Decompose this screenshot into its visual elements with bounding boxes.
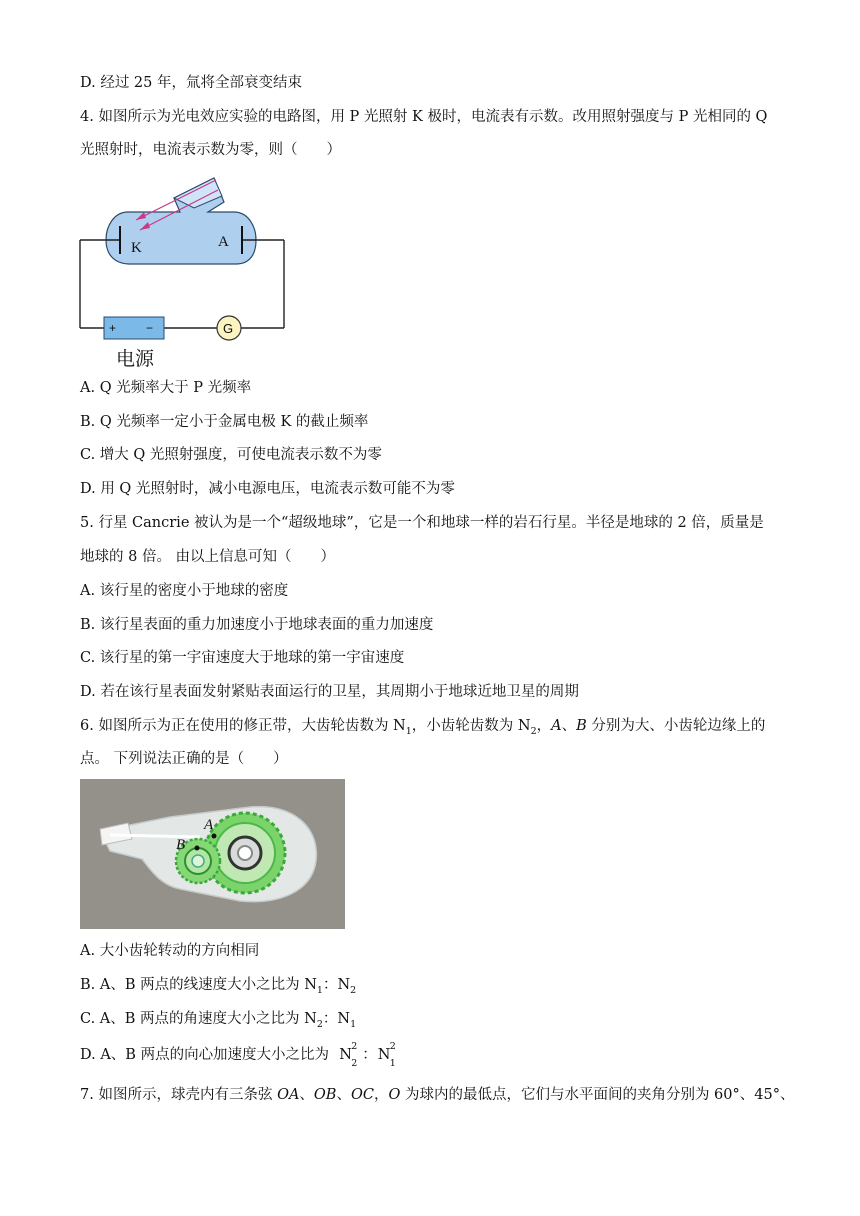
q5-stem-line2: 地球的 8 倍。 由以上信息可知（ ） xyxy=(80,549,336,565)
q4-stem-line2: 光照射时，电流表示数为零，则（ ） xyxy=(80,142,341,158)
n2-squared: N 2 2 xyxy=(339,1041,358,1069)
point-a xyxy=(212,834,217,839)
phototube-body xyxy=(106,178,256,264)
label-g: G xyxy=(223,321,234,336)
q3-option-d: D. 经过 25 年，氚将全部衰变结束 xyxy=(80,75,302,91)
power-source-label: 电源 xyxy=(116,348,155,370)
q5-stem-line1: 5. 行星 Cancrie 被认为是一个“超级地球”，它是一个和地球一样的岩石行星。半径是地球的 2 倍，质量是 xyxy=(80,515,764,531)
photoelectric-circuit-diagram xyxy=(76,168,292,344)
q5-option-a: A. 该行星的密度小于地球的密度 xyxy=(80,583,289,599)
q4-option-c: C. 增大 Q 光照射强度，可使电流表示数不为零 xyxy=(80,447,382,463)
q5-option-d: D. 若在该行星表面发射紧贴表面运行的卫星，其周期小于地球近地卫星的周期 xyxy=(80,684,579,700)
q4-option-b: B. Q 光频率一定小于金属电极 K 的截止频率 xyxy=(80,414,369,430)
q6-option-d: D. A、B 两点的向心加速度大小之比为 N 2 2 ：N 2 1 xyxy=(80,1041,396,1069)
label-a: A xyxy=(218,234,229,250)
photo-label-a: A xyxy=(204,817,214,833)
q4-option-a: A. Q 光频率大于 P 光频率 xyxy=(80,380,252,396)
q6-stem-line2: 点。 下列说法正确的是（ ） xyxy=(80,751,288,767)
q4-option-d: D. 用 Q 光照射时，减小电源电压，电流表示数可能不为零 xyxy=(80,481,455,497)
q5-option-c: C. 该行星的第一宇宙速度大于地球的第一宇宙速度 xyxy=(80,650,405,666)
q6-stem-line1: 6. 如图所示为正在使用的修正带，大齿轮齿数为 $N_1$，小齿轮齿数为 $N_2$，A、B 分别为大、小齿轮边缘上的 xyxy=(80,718,766,737)
q6-option-a: A. 大小齿轮转动的方向相同 xyxy=(80,943,260,959)
q4-stem-line1: 4. 如图所示为光电效应实验的电路图，用 P 光照射 K 极时，电流表有示数。改用照射强度与 P 光相同的 Q xyxy=(80,109,768,125)
n1-squared: N 2 1 xyxy=(377,1041,396,1069)
q7-stem-line1: 7. 如图所示，球壳内有三条弦 OA、OB、OC，O 为球内的最低点，它们与水平面间的夹角分别为 60°、45°、 xyxy=(80,1087,795,1103)
correction-tape-photo xyxy=(80,779,345,929)
point-b xyxy=(195,846,200,851)
source-plus: + xyxy=(109,321,117,335)
q6-option-c: C. A、B 两点的角速度大小之比为 $N_2$：$N_1$ xyxy=(80,1011,357,1030)
source-minus: − xyxy=(146,321,154,335)
photo-label-b: B xyxy=(176,837,186,853)
q6-option-b: B. A、B 两点的线速度大小之比为 $N_1$：$N_2$ xyxy=(80,977,357,996)
label-k: K xyxy=(131,240,142,256)
q5-option-b: B. 该行星表面的重力加速度小于地球表面的重力加速度 xyxy=(80,617,434,633)
